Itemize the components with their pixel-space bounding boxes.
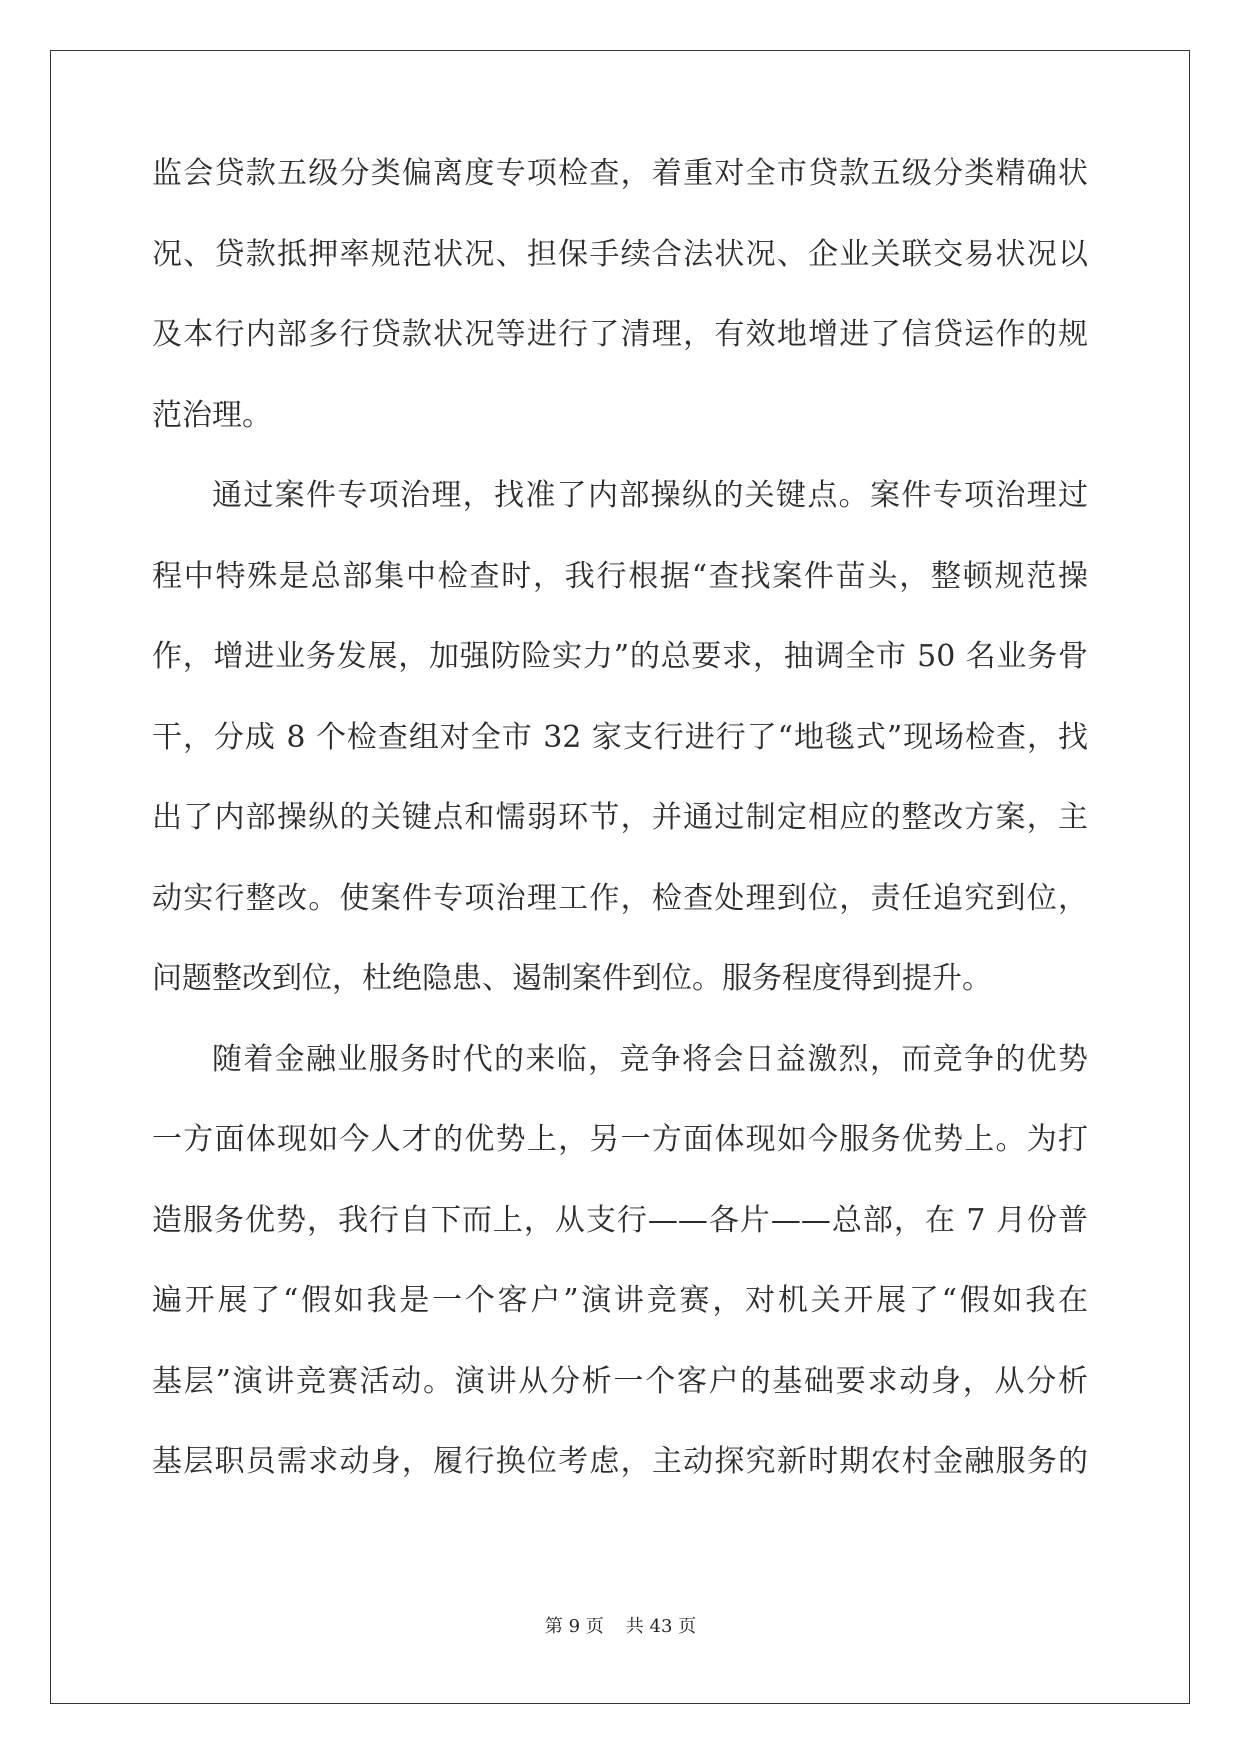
- text-line: 出了内部操纵的关键点和懦弱环节，并通过制定相应的整改方案，主: [152, 800, 1088, 835]
- text-line: 问题整改到位，杜绝隐患、遏制案件到位。服务程度得到提升。: [152, 961, 992, 996]
- text-line: 程中特殊是总部集中检查时，我行根据“查找案件苗头，整顿规范操: [152, 558, 1088, 594]
- text-line: 作，增进业务发展，加强防险实力”的总要求，抽调全市 50 名业务骨: [152, 639, 1088, 674]
- text-line: 基层职员需求动身，履行换位考虑，主动探究新时期农村金融服务的: [152, 1444, 1088, 1479]
- text-line: 及本行内部多行贷款状况等进行了清理，有效地增进了信贷运作的规: [152, 317, 1088, 352]
- text-line: 一方面体现如今人才的优势上，另一方面体现如今服务优势上。为打: [152, 1122, 1088, 1157]
- text-line: 动实行整改。使案件专项治理工作，检查处理到位，责任追究到位，: [152, 880, 1088, 916]
- page-footer: [0, 1612, 1241, 1638]
- text-line: 范治理。: [152, 397, 272, 433]
- text-line: 况、贷款抵押率规范状况、担保手续合法状况、企业关联交易状况以: [152, 236, 1088, 272]
- document-body: [152, 156, 1088, 1525]
- text-line: 遍开展了“假如我是一个客户”演讲竞赛，对机关开展了“假如我在: [152, 1283, 1088, 1318]
- text-line: 通过案件专项治理，找准了内部操纵的关键点。案件专项治理过: [212, 478, 1088, 513]
- text-line: 随着金融业服务时代的来临，竞争将会日益激烈，而竞争的优势: [212, 1041, 1088, 1077]
- text-line: 造服务优势，我行自下而上，从支行——各片——总部，在 7 月份普: [152, 1202, 1088, 1238]
- page-number: 第 9 页: [544, 1616, 604, 1637]
- page-total: 共 43 页: [625, 1616, 697, 1637]
- text-line: 干，分成 8 个检查组对全市 32 家支行进行了“地毯式”现场检查，找: [152, 719, 1088, 755]
- text-line: 基层”演讲竞赛活动。演讲从分析一个客户的基础要求动身，从分析: [152, 1363, 1088, 1399]
- text-line: 监会贷款五级分类偏离度专项检查，着重对全市贷款五级分类精确状: [152, 156, 1088, 191]
